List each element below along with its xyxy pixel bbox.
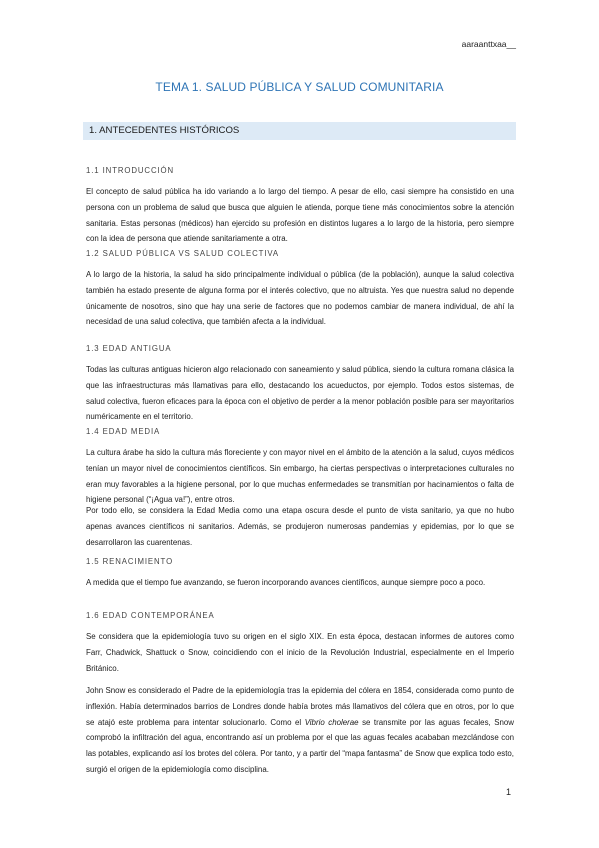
- snow-text-part-2: se transmite por las aguas fecales, Snow comprobó la infiltración del agua, encontrando así un problema por el que las aguas fecales acababan mezclándose con las potables, explicando así los brotes del cólera. Por tanto, y a partir del “mapa fantasma” de Snow que explica todo esto, surgió el origen de la epidemiología como disciplina.: [86, 717, 514, 774]
- subsection-heading-introduccion: 1.1 INTRODUCCIÓN: [86, 166, 175, 175]
- paragraph-edad-media-2: Por todo ello, se considera la Edad Media como una etapa oscura desde el punto de vista sanitario, ya que no hubo apenas avances científicos ni sanitarios. Además, se produjeron numerosas pandemias y epidemias, por lo que se desarrollaron las cuarentenas.: [86, 506, 514, 547]
- header-code: aaraanttxaa__: [461, 39, 516, 49]
- document-title: TEMA 1. SALUD PÚBLICA Y SALUD COMUNITARIA: [155, 80, 444, 94]
- subsection-heading-edad-antigua: 1.3 EDAD ANTIGUA: [86, 344, 172, 353]
- paragraph-introduccion: El concepto de salud pública ha ido variando a lo largo del tiempo. A pesar de ello, casi siempre ha consistido en una persona con un problema de salud que busca que alguien le atienda, porque tiene más conocimientos sobre la atención sanitaria. Estas personas (médicos) han ejercido su profesión en distintos lugares a lo largo de la historia, pero siempre con la idea de persona que atiende sanitariamente a otra.: [86, 187, 514, 244]
- subsection-heading-salud-publica-vs-colectiva: 1.2 SALUD PÚBLICA VS SALUD COLECTIVA: [86, 249, 280, 258]
- page-number: 1: [505, 787, 511, 797]
- paragraph-edad-antigua: Todas las culturas antiguas hicieron algo relacionado con saneamiento y salud pública, siendo la cultura romana clásica la que las infraestructuras más llamativas para ello, destacando los acueductos, por ejemplo. Todos estos sistemas, de salud colectiva, fueron eficaces para la época con el objetivo de perder a la menor población posible para ser mayoritarios numéricamente en el territorio.: [86, 365, 514, 422]
- section-heading-bar: [83, 122, 516, 140]
- paragraph-edad-contemporanea: Se considera que la epidemiología tuvo su origen en el siglo XIX. En esta época, destacan informes de autores como Farr, Chadwick, Shattuck o Snow, coincidiendo con el inicio de la Revolución Industrial, especialmente en el Imperio Británico.: [86, 632, 514, 673]
- section-title: 1. ANTECEDENTES HISTÓRICOS: [89, 125, 240, 136]
- paragraph-salud-publica-vs-colectiva: A lo largo de la historia, la salud ha sido principalmente individual o pública (de la población), aunque la salud colectiva también ha estado presente de alguna forma por el interés colectivo, que no altruista. Yes que nuestra salud no depende únicamente de nosotros, sino que hay una serie de factores que no podemos cambiar de manera individual, de ahí la necesidad de una salud colectiva, que también afecta a la individual.: [86, 270, 514, 327]
- paragraph-edad-media-1: La cultura árabe ha sido la cultura más floreciente y con mayor nivel en el ámbito de la atención a la salud, cuyos médicos tenían un mayor nivel de conocimientos científicos. Sin embargo, ha ciertas perspectivas o interpretaciones culturales no eran muy favorables a la higiene personal, por lo que muchas enfermedades se transmitían por hacinamientos o falta de higiene personal (“¡Agua va!”), entre otros.: [86, 448, 514, 505]
- snow-text-part-1: John Snow es considerado el Padre de la epidemiología tras la epidemia del cólera en 1854, considerada como punto de inflexión. Había determinados barrios de Londres donde había brotes más llamativos del cólera que en otros, por lo que se atajó este problema para intentar solucionarlo. Como el: [86, 686, 514, 727]
- paragraph-renacimiento: A medida que el tiempo fue avanzando, se fueron incorporando avances científicos, aunque siempre poco a poco.: [86, 578, 486, 587]
- paragraph-john-snow: [86, 683, 514, 778]
- subsection-heading-edad-contemporanea: 1.6 EDAD CONTEMPORÁNEA: [86, 611, 215, 620]
- subsection-heading-edad-media: 1.4 EDAD MEDIA: [86, 427, 161, 436]
- subsection-heading-renacimiento: 1.5 RENACIMIENTO: [86, 557, 174, 566]
- species-name: Vibrio cholerae: [304, 717, 359, 727]
